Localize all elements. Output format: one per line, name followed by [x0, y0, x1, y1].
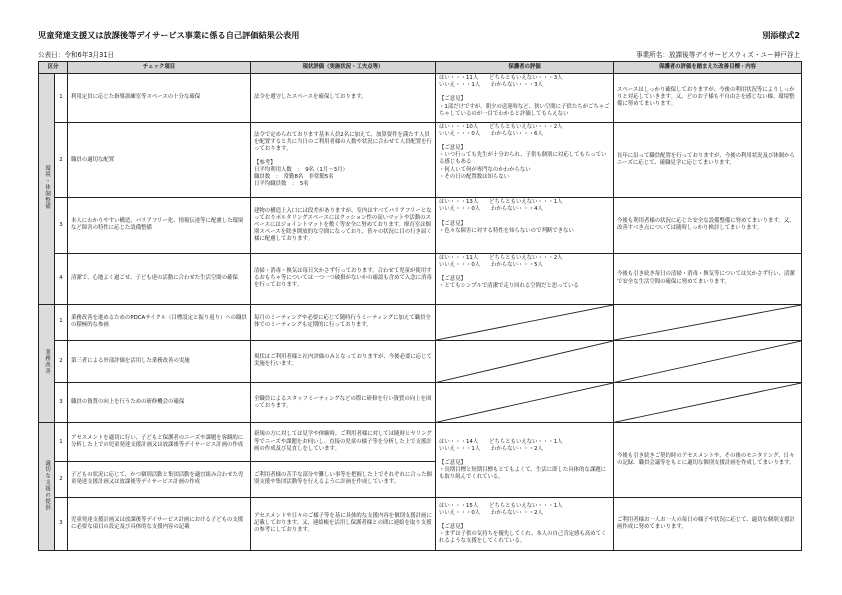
check-item: 利用定員に応じた指導訓練室等スペースの十分な確保 — [68, 74, 251, 123]
guardian-eval: はい・・・15人 どちらともいえない・・・1人 いいえ・・・0人 わからない・・・2人 【ご意見】 ・まずは子供の気持ちを優先してくれ、本人の自己肯定感も高めてくれるような支援をしてくれている。 — [436, 497, 614, 550]
status-eval: ご利用者様の苦手な部分や難しい事等を把握した上でそれぞれに合った個別支援や集団活動等を行えるように計画を作成しています。 — [251, 461, 436, 497]
guardian-eval: はい・・・11人 どちらともいえない・・・3人 いいえ・・・1人 わからない・・・3人 【ご意見】 ・1部だけですが、朝夕の送迎時など、狭い空間に子供たちがごちゃごちゃしているのが一目でわかると評価してもらえない — [436, 74, 614, 123]
col-section-header: 区分 — [39, 62, 68, 74]
section-label: 適切な支援の提供 — [39, 423, 55, 551]
guardian-eval: はい・・・13人 どちらともいえない・・・1人 いいえ・・・0人 わからない・・・4人 【ご意見】 ・色々な障害に対する特性を知らないので判断できない — [436, 198, 614, 253]
table-row — [39, 497, 802, 550]
guardian-eval: はい・・・14人 どちらともいえない・・・1人 いいえ・・・1人 わからない・・・2人 【ご意見】 ・長期目標と短期目標もとてもよくて、生活に即した具体的な課題にも取り組んでくれている。 — [436, 423, 614, 497]
status-eval: アセスメントや日々のご様子等を基に具体的な支援内容を個別支援計画に記載しております。又、連絡帳を活用し保護者様との間に連絡を取り支援の参考にしております。 — [251, 497, 436, 550]
table-row — [39, 198, 802, 253]
status-eval: 法令で定められております基本人員2名に加えて、加算要件を満たす人員を配置すると共に当日のご利用者様の人数や状況に合わせて人員配置を行っております。 【参考】 日平均利用人数 ： 9名（1月～3月） 職員数 ： 常勤8名 非常勤5名 日平均職員数 ： 5名 — [251, 122, 436, 197]
improvement-plan-na — [614, 383, 802, 423]
section-label: 環境・体制整備 — [39, 74, 55, 305]
guardian-eval: はい・・・11人 どちらともいえない・・・2人 いいえ・・・0人 わからない・・・5人 【ご意見】 ・とてもシンプルで清潔で走り回れる空間だと思っている — [436, 253, 614, 304]
check-item: 子どもの状況に応じて、かつ個別活動と集団活動を適宜組み合わせた児童発達支援計画又は放課後等デイサービス計画の作成 — [68, 461, 251, 497]
form-number: 別添様式2 — [762, 31, 800, 40]
row-number: 3 — [55, 497, 68, 550]
guardian-eval-na — [436, 304, 614, 340]
col-item-header: チェック項目 — [68, 62, 251, 74]
row-number: 1 — [55, 304, 68, 340]
guardian-eval: はい・・・10人 どちらともいえない・・・2人 いいえ・・・0人 わからない・・・6人 【ご意見】 ・いつ行っても先生が十分おられ、子供も個別に対応してもらっている感じもある ・何人いて何が専門なのかわからない ・その日の配置数は知らない — [436, 122, 614, 197]
col-plan-header: 保護者の評価を踏まえた改善目標・内容 — [614, 62, 802, 74]
improvement-plan: 今後も引き続き毎日の清掃・消毒・換気等については欠かさず行い、清潔で安全な生活空間の確保に努めてまいります。 — [614, 253, 802, 304]
row-number: 1 — [55, 423, 68, 461]
table-row — [39, 122, 802, 197]
guardian-eval-na — [436, 340, 614, 382]
evaluation-table — [38, 61, 802, 551]
status-eval: 建物の構造上入口には段差がありますが、室内はすべてバリアフリーとなっておりポルタリングスペースにはクッション性の高いマットや活動のスペースにはジョイントマットを敷く等安全に努めております。療育室は個別スペースを除き開放的な空間になっており、皆々の状況に目の行き届く様に配慮しております。 — [251, 198, 436, 253]
check-item: 業務改善を進めるためのPDCAサイクル（目標設定と振り返り）への職員の積極的な参画 — [68, 304, 251, 340]
office-name: 事業所名：放課後等デイサービスウィズ・ユー神戸谷上 — [636, 51, 800, 59]
check-item: 職員の適切な配置 — [68, 122, 251, 197]
table-row — [39, 340, 802, 382]
check-item: 本人にわかりやすい構造、バリアフリー化、情報伝達等に配慮した環境など障害の特性に応じた設備整備 — [68, 198, 251, 253]
check-item: 職員の資質の向上を行うための研修機会の確保 — [68, 383, 251, 423]
status-eval: 新規の方に対しては見学や体験時、ご利用者様に対しては随時ヒヤリング等でニーズや課題をお伺いし、直接の児童の様子等を分析した上で支援計画の作成及び見直しをしています。 — [251, 423, 436, 461]
table-row — [39, 304, 802, 340]
table-row — [39, 383, 802, 423]
status-eval: 全職員によるスタッフミーティングなどの際に研修を行い資質の向上を図っております。 — [251, 383, 436, 423]
col-guardian-header: 保護者の評価 — [436, 62, 614, 74]
status-eval: 法令を遵守したスペースを確保しております。 — [251, 74, 436, 123]
row-number: 2 — [55, 122, 68, 197]
check-item: 第三者による外部評価を活用した業務改善の実施 — [68, 340, 251, 382]
guardian-eval-na — [436, 383, 614, 423]
check-item: アセスメントを適切に行い、子どもと保護者のニーズや課題を客観的に分析した上での児童発達支援計画又は放課後等デイサービス計画の作成 — [68, 423, 251, 461]
improvement-plan-na — [614, 340, 802, 382]
status-eval: 毎月のミーティングや必要に応じて随時行うミーティングに加えて職員全体でのミーティングも定期的に行っております。 — [251, 304, 436, 340]
header-row — [39, 62, 802, 74]
row-number: 2 — [55, 461, 68, 497]
col-status-header: 現状評価（実施状況・工夫点等） — [251, 62, 436, 74]
row-number: 3 — [55, 198, 68, 253]
row-number: 2 — [55, 340, 68, 382]
row-number: 1 — [55, 74, 68, 123]
improvement-plan: 今後も利用者様の状況に応じた安全な設備整備に努めてまいります。又、改善すべき点については随時しっかり検討してまいります。 — [614, 198, 802, 253]
improvement-plan: 今後も引き続きご契約時のアセスメントや、その後のモニタリング、日々の記録、職員会議等をもとに適切な個別支援計画を作成してまいります。 — [614, 423, 802, 497]
document-title: 児童発達支援又は放課後等デイサービス事業に係る自己評価結果公表用 — [38, 30, 300, 40]
check-item: 児童発達支援計画又は放課後等デイサービス計画における子どもの支援に必要な項目の設定及び具体的な支援内容の記載 — [68, 497, 251, 550]
improvement-plan-na — [614, 304, 802, 340]
publication-date: 公表日：令和6年3月31日 — [38, 51, 115, 59]
improvement-plan: ご利用者様お一人お一人の毎日の様子や状況に応じて、適切な個別支援計画作成に努めてまいります。 — [614, 497, 802, 550]
row-number: 3 — [55, 383, 68, 423]
row-number: 4 — [55, 253, 68, 304]
improvement-plan: スペースはしっかり確保しておりますが、今後の利用状況等によりしっかりと対応していきます。又、どのお子様も不自由さを感じない様、環境整備に努めてまいります。 — [614, 74, 802, 123]
table-row — [39, 253, 802, 304]
status-eval: 現状はご利用者様と社内評価のみとなっておりますが、今後必要に応じて実施を行います。 — [251, 340, 436, 382]
check-item: 清潔で、心地よく過ごせ、子ども達の活動に合わせた生活空間の確保 — [68, 253, 251, 304]
status-eval: 清掃・消毒・換気は毎日欠かさず行っております。合わせて児童が使用するおもちゃ等については一つ一つ破損がないかの確認も含めて入念に消毒を行っております。 — [251, 253, 436, 304]
table-row — [39, 423, 802, 461]
table-row — [39, 74, 802, 123]
section-label: 業務改善 — [39, 304, 55, 423]
improvement-plan: 長年に沿って職員配置を行っておりますが、今後の利用状況及び体制からニーズに応じて、確職見学に応じてまいります。 — [614, 122, 802, 197]
